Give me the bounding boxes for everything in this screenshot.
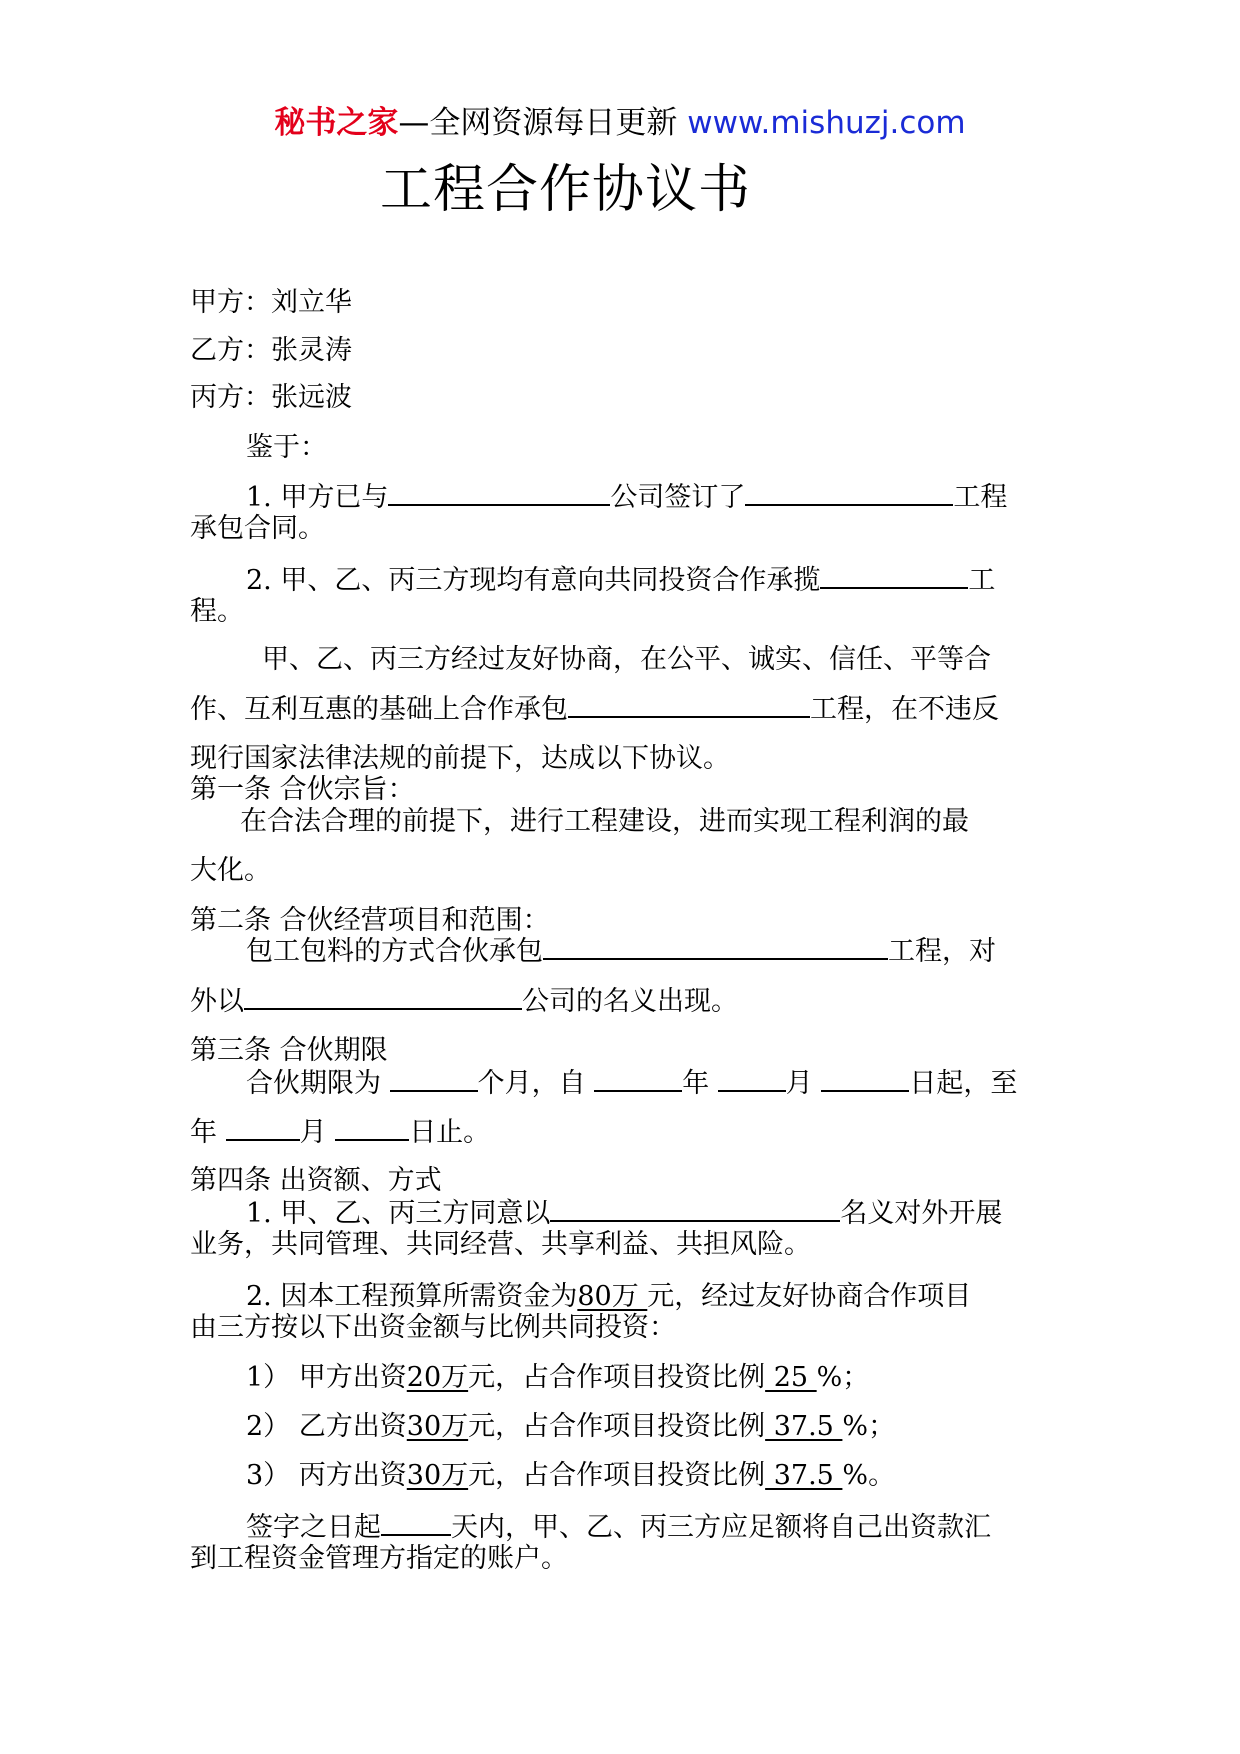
recital-2-text-b: 工: [968, 565, 996, 596]
party-b: 乙方：张灵涛: [190, 335, 352, 366]
article-2-heading: 第二条 合伙经营项目和范围：: [190, 905, 550, 936]
item-label: 1） 甲方出资: [246, 1362, 407, 1393]
item-label: 3） 丙方出资: [246, 1460, 407, 1491]
blank-field[interactable]: [745, 482, 953, 506]
site-banner: [0, 103, 1240, 143]
period-text-b: 个月，自: [477, 1068, 595, 1099]
whereas-heading: 鉴于：: [246, 432, 327, 463]
investment-item-a: [246, 1360, 869, 1396]
blank-field[interactable]: [381, 1512, 451, 1536]
blank-field[interactable]: [550, 1198, 840, 1222]
article-4-para-1-continuation: 业务，共同管理、共同经营、共享利益、共担风险。: [190, 1229, 811, 1260]
article-2-line-2: [190, 984, 738, 1020]
funding-deadline-continuation: 到工程资金管理方指定的账户。: [190, 1543, 568, 1574]
recital-1-text-b: 公司签订了: [610, 482, 746, 513]
article-1-line-2: 大化。: [190, 855, 271, 886]
period-text-h: 日止。: [409, 1117, 491, 1148]
item-ratio: 37.5: [765, 1411, 843, 1442]
period-text-d: 月: [785, 1068, 822, 1099]
blank-field[interactable]: [226, 1117, 300, 1141]
item-suffix: %；: [816, 1362, 870, 1393]
article-1-heading: 第一条 合伙宗旨：: [190, 774, 415, 805]
investment-item-b: [246, 1409, 895, 1445]
item-label: 2） 乙方出资: [246, 1411, 407, 1442]
preamble-text-b: 工程，在不违反: [810, 694, 999, 725]
recital-2-line: [246, 563, 995, 599]
brand-name: 秘书之家: [274, 105, 399, 141]
item-amount: 30万: [406, 1411, 469, 1442]
recital-2-continuation: 程。: [190, 596, 244, 627]
period-text-c: 年: [682, 1068, 718, 1099]
preamble-line-3: 现行国家法律法规的前提下，达成以下协议。: [190, 743, 730, 774]
item-amount: 20万: [406, 1362, 469, 1393]
party-c: 丙方：张远波: [190, 382, 352, 413]
preamble-line-2: [190, 692, 999, 728]
item-text: 元，占合作项目投资比例: [468, 1460, 766, 1491]
blank-field[interactable]: [594, 1068, 682, 1092]
blank-field[interactable]: [335, 1117, 409, 1141]
deadline-text-b: 天内，甲、乙、丙三方应足额将自己出资款汇: [451, 1512, 991, 1543]
article-4-text-a: 1. 甲、乙、丙三方同意以: [246, 1198, 551, 1229]
recital-1-text-c: 工程: [953, 482, 1008, 513]
item-text: 元，占合作项目投资比例: [468, 1411, 766, 1442]
period-text-g: 月: [299, 1117, 336, 1148]
article-3-heading: 第三条 合伙期限: [190, 1035, 388, 1066]
recital-1-continuation: 承包合同。: [190, 513, 325, 544]
blank-field[interactable]: [568, 694, 810, 718]
article-4-heading: 第四条 出资额、方式: [190, 1165, 442, 1196]
investment-item-c: [246, 1458, 895, 1494]
item-suffix: %；: [842, 1411, 896, 1442]
period-text-e: 日起，至: [909, 1068, 1018, 1099]
budget-amount: 80万: [577, 1281, 648, 1312]
recital-1-line: [246, 480, 1007, 516]
blank-field[interactable]: [543, 936, 888, 960]
article-1-line-1: 在合法合理的前提下，进行工程建设，进而实现工程利润的最: [240, 806, 969, 837]
article-4-text-c: 2. 因本工程预算所需资金为: [246, 1281, 578, 1312]
item-ratio: 37.5: [765, 1460, 843, 1491]
preamble-line-1: 甲、乙、丙三方经过友好协商，在公平、诚实、信任、平等合: [262, 644, 991, 675]
article-3-line-2: [190, 1115, 490, 1151]
article-2-text-b: 工程，对: [888, 936, 996, 967]
article-2-text-a: 包工包料的方式合伙承包: [246, 936, 543, 967]
site-slogan: —全网资源每日更新: [398, 105, 688, 141]
document-title: 工程合作协议书: [380, 160, 752, 220]
blank-field[interactable]: [821, 1068, 909, 1092]
item-text: 元，占合作项目投资比例: [468, 1362, 766, 1393]
item-amount: 30万: [406, 1460, 469, 1491]
article-2-line-1: [246, 934, 996, 970]
article-3-line-1: [246, 1066, 1017, 1102]
blank-field[interactable]: [244, 986, 522, 1010]
blank-field[interactable]: [390, 1068, 478, 1092]
site-url-link[interactable]: www.mishuzj.com: [687, 105, 966, 141]
blank-field[interactable]: [820, 565, 968, 589]
recital-2-text-a: 2. 甲、乙、丙三方现均有意向共同投资合作承揽: [246, 565, 821, 596]
blank-field[interactable]: [388, 482, 610, 506]
period-text-f: 年: [190, 1117, 226, 1148]
blank-field[interactable]: [718, 1068, 786, 1092]
item-ratio: 25: [765, 1362, 817, 1393]
article-4-text-b: 名义对外开展: [840, 1198, 1003, 1229]
preamble-text-a: 作、互利互惠的基础上合作承包: [190, 694, 568, 725]
deadline-text-a: 签字之日起: [246, 1512, 381, 1543]
party-a: 甲方：刘立华: [190, 287, 352, 318]
item-suffix: %。: [842, 1460, 896, 1491]
period-text-a: 合伙期限为: [246, 1068, 390, 1099]
article-4-text-d: 元，经过友好协商合作项目: [647, 1281, 972, 1312]
article-2-text-d: 公司的名义出现。: [522, 986, 738, 1017]
article-2-text-c: 外以: [190, 986, 244, 1017]
recital-1-text-a: 1. 甲方已与: [246, 482, 389, 513]
article-4-para-2-continuation: 由三方按以下出资金额与比例共同投资：: [190, 1312, 676, 1343]
